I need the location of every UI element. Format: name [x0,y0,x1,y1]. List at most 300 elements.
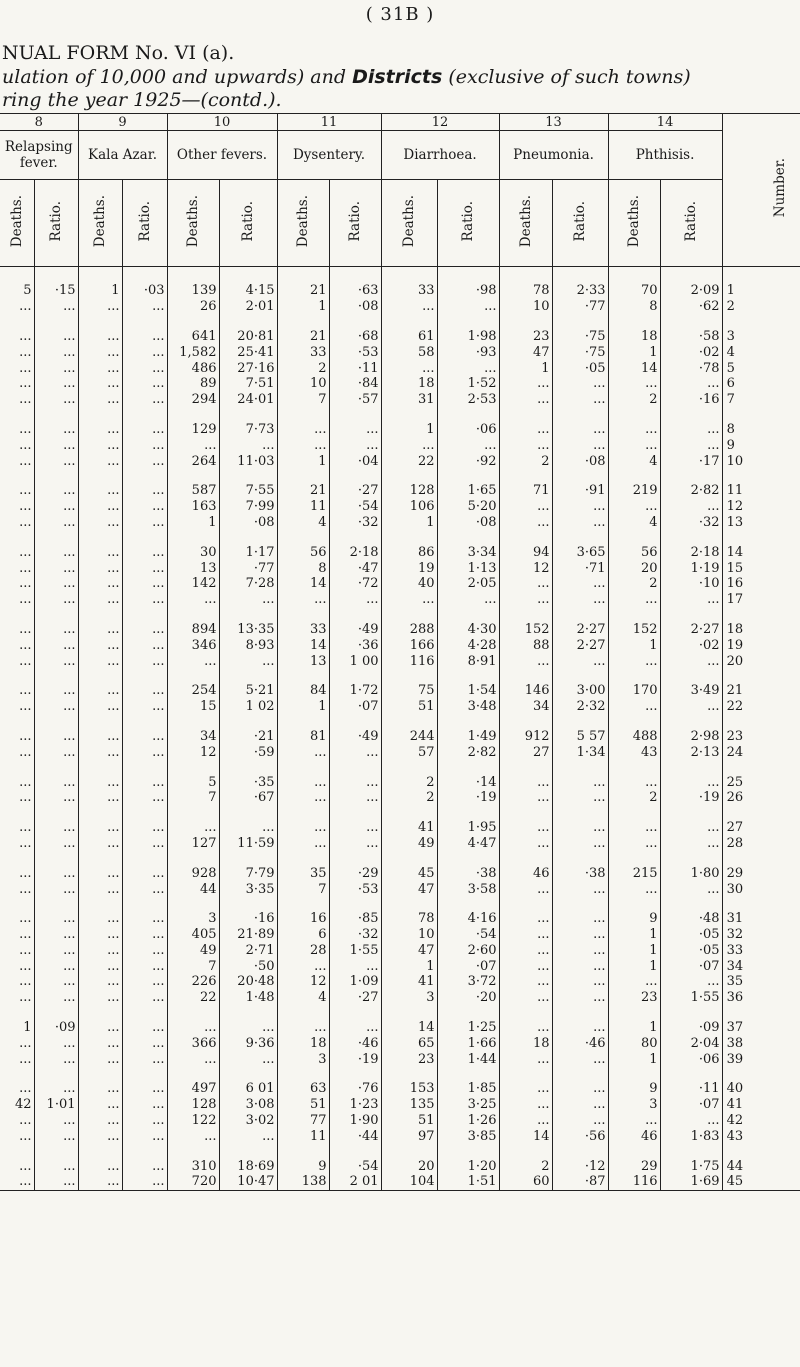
table-cell: 346 [167,637,219,653]
table-cell: 23 [608,990,660,1006]
table-cell: ·53 [329,344,381,360]
table-cell: 2·01 [219,299,277,315]
table-cell: ·67 [219,790,277,806]
table-cell: ·05 [552,360,608,376]
table-cell: ... [78,499,122,515]
table-cell: ... [499,911,552,927]
table-cell: 4·28 [437,637,499,653]
table-cell: 1·49 [437,729,499,745]
row-number: 29 [722,865,800,881]
table-cell: 46 [499,865,552,881]
table-row [0,1174,800,1190]
table-cell: 170 [608,683,660,699]
table-cell: ... [78,653,122,669]
table-cell: ... [34,927,78,943]
table-cell: 51 [381,1113,437,1129]
table-cell: 41 [381,820,437,836]
table-cell: ... [660,422,722,438]
table-row [0,360,800,376]
table-cell: 31 [381,392,437,408]
number-header: Number. [722,114,800,267]
table-cell: 1·09 [329,974,381,990]
group-spacer [0,1067,800,1081]
table-cell: ·58 [660,329,722,345]
table-cell: ·63 [329,267,381,299]
table-cell: ... [34,653,78,669]
table-cell: ... [0,453,34,469]
table-cell: ... [499,1020,552,1036]
table-cell: ... [499,499,552,515]
table-cell: 152 [608,622,660,638]
table-cell: ... [219,437,277,453]
table-cell: 1 [608,927,660,943]
table-cell: ... [0,637,34,653]
table-row [0,483,800,499]
table-cell: ... [552,576,608,592]
table-cell: 70 [608,267,660,299]
table-cell: 71 [499,483,552,499]
table-cell: ... [381,299,437,315]
row-number: 37 [722,1020,800,1036]
table-cell: 3 [381,990,437,1006]
table-cell: 7·55 [219,483,277,499]
table-cell: 13·35 [219,622,277,638]
table-cell: 33 [277,344,329,360]
table-cell: ... [608,774,660,790]
table-cell: ... [499,990,552,1006]
table-cell: 127 [167,836,219,852]
row-number: 33 [722,943,800,959]
table-cell: ... [78,560,122,576]
table-cell: 1 [78,267,122,299]
table-cell: 1·23 [329,1097,381,1113]
table-cell: ·21 [219,729,277,745]
table-cell: ... [34,592,78,608]
table-cell: 142 [167,576,219,592]
table-cell: ... [167,1051,219,1067]
table-cell: ... [552,592,608,608]
table-cell: ... [78,344,122,360]
table-cell: 4 [608,515,660,531]
group-spacer [0,408,800,422]
table-cell: ... [78,881,122,897]
group-spacer [0,715,800,729]
table-cell: ... [0,422,34,438]
table-cell: 2·27 [552,622,608,638]
table-cell: ... [78,958,122,974]
table-cell: ... [608,1113,660,1129]
group-spacer [0,1006,800,1020]
table-cell: 33 [277,622,329,638]
table-cell: ·08 [329,299,381,315]
table-cell: 47 [381,881,437,897]
table-cell: ... [660,881,722,897]
table-cell: ... [219,1020,277,1036]
table-cell: ... [34,499,78,515]
table-cell: 166 [381,637,437,653]
table-cell: ... [34,637,78,653]
row-number: 3 [722,329,800,345]
row-number: 4 [722,344,800,360]
table-cell: ... [78,683,122,699]
table-cell: ... [0,820,34,836]
table-cell: ... [78,744,122,760]
table-cell: ·54 [329,1158,381,1174]
table-cell: 3·34 [437,544,499,560]
table-cell: ... [499,820,552,836]
table-cell: 4·15 [219,267,277,299]
table-cell: 47 [381,943,437,959]
table-cell: ... [219,1128,277,1144]
table-cell: ·53 [329,881,381,897]
table-cell: 12 [277,974,329,990]
table-cell: ... [122,422,167,438]
table-cell: ... [552,653,608,669]
table-cell: ... [122,683,167,699]
table-row [0,422,800,438]
table-cell: ... [34,974,78,990]
subtitle-part-a: ulation of 10,000 and upwards) and [2,66,353,88]
column-number: 12 [381,114,499,131]
table-cell: 34 [167,729,219,745]
table-cell: ... [329,422,381,438]
table-cell: ... [329,592,381,608]
row-number: 13 [722,515,800,531]
table-cell: ... [34,958,78,974]
table-cell: 23 [381,1051,437,1067]
table-cell: ... [34,836,78,852]
table-cell: ... [167,1128,219,1144]
table-cell: 80 [608,1035,660,1051]
table-cell: 1·19 [660,560,722,576]
table-cell: 1·83 [660,1128,722,1144]
table-cell: ... [608,836,660,852]
table-cell: ... [34,881,78,897]
table-cell: ·84 [329,376,381,392]
table-cell: 288 [381,622,437,638]
table-cell: ... [552,958,608,974]
table-cell: 8·91 [437,653,499,669]
table-cell: ... [122,974,167,990]
table-cell: ... [0,974,34,990]
table-cell: ·35 [219,774,277,790]
table-cell: 9 [608,1081,660,1097]
table-cell: 57 [381,744,437,760]
table-row [0,1051,800,1067]
column-number: 10 [167,114,277,131]
table-cell: ... [78,943,122,959]
table-cell: ... [34,990,78,1006]
table-cell: 1 00 [329,653,381,669]
table-cell: 26 [167,299,219,315]
table-cell: ... [0,699,34,715]
table-cell: ·07 [437,958,499,974]
table-cell: 27 [499,744,552,760]
table-cell: ... [329,820,381,836]
table-cell: 18 [277,1035,329,1051]
table-cell: ... [78,376,122,392]
table-cell: 2 [499,1158,552,1174]
table-cell: ... [122,299,167,315]
row-number: 5 [722,360,800,376]
table-cell: ... [277,744,329,760]
table-cell: ... [122,453,167,469]
table-row [0,299,800,315]
table-cell: ... [122,653,167,669]
table-cell: ·62 [660,299,722,315]
table-cell: ... [0,560,34,576]
table-cell: 56 [608,544,660,560]
table-cell: ·72 [329,576,381,592]
table-cell: ·27 [329,483,381,499]
disease-group-row [0,131,800,180]
table-cell: 8 [277,560,329,576]
deaths-header: Deaths. [381,180,437,267]
table-cell: ... [78,774,122,790]
table-cell: ... [122,392,167,408]
table-cell: 2·04 [660,1035,722,1051]
group-spacer [0,608,800,622]
table-cell: ... [660,974,722,990]
table-cell: 5 [0,267,34,299]
table-cell: 5 [167,774,219,790]
table-cell: ... [78,1097,122,1113]
table-cell: ... [277,958,329,974]
table-cell: ·36 [329,637,381,653]
table-cell: ... [660,653,722,669]
table-cell: 3·00 [552,683,608,699]
table-cell: ... [122,329,167,345]
table-cell: 163 [167,499,219,515]
table-row [0,515,800,531]
table-cell: 1·55 [329,943,381,959]
table-cell: 116 [381,653,437,669]
deaths-header: Deaths. [0,180,34,267]
table-cell: ... [122,943,167,959]
table-cell: 8 [608,299,660,315]
table-row [0,943,800,959]
table-cell: ... [34,453,78,469]
table-cell: ·76 [329,1081,381,1097]
ratio-header: Ratio. [329,180,381,267]
table-cell: 78 [381,911,437,927]
table-cell: 40 [381,576,437,592]
table-cell: 49 [381,836,437,852]
table-cell: ... [122,820,167,836]
table-cell: ... [499,927,552,943]
table-cell: ... [660,1113,722,1129]
table-cell: ... [499,392,552,408]
table-cell: ... [34,729,78,745]
table-cell: ·19 [437,790,499,806]
table-cell: ·02 [660,344,722,360]
table-cell: ... [122,360,167,376]
table-cell: 16 [277,911,329,927]
table-cell: ... [660,592,722,608]
table-cell: ... [78,483,122,499]
table-row [0,990,800,1006]
row-number: 12 [722,499,800,515]
table-row [0,683,800,699]
table-cell: ... [78,1020,122,1036]
table-cell: ·56 [552,1128,608,1144]
table-cell: ... [78,820,122,836]
table-cell: ... [0,653,34,669]
table-cell: ... [499,836,552,852]
table-cell: 24·01 [219,392,277,408]
table-cell: ... [329,836,381,852]
table-cell: ... [499,592,552,608]
table-cell: 2·60 [437,943,499,959]
table-cell: 1 02 [219,699,277,715]
table-cell: ... [660,820,722,836]
table-cell: ·19 [329,1051,381,1067]
table-cell: 21 [277,483,329,499]
table-cell: 7 [167,958,219,974]
table-cell: ... [0,376,34,392]
table-cell: 2 [608,790,660,806]
table-cell: ... [277,592,329,608]
row-number: 25 [722,774,800,790]
table-cell: ... [34,483,78,499]
table-cell: ... [122,958,167,974]
table-row [0,392,800,408]
table-cell: 5·21 [219,683,277,699]
table-cell: 264 [167,453,219,469]
table-cell: 41 [381,974,437,990]
table-cell: ... [34,515,78,531]
table-cell: ·93 [437,344,499,360]
table-cell: ... [122,1128,167,1144]
table-cell: 720 [167,1174,219,1190]
table-cell: ·17 [660,453,722,469]
group-pneumonia: Pneumonia. [499,131,608,180]
row-number: 32 [722,927,800,943]
table-cell: 106 [381,499,437,515]
table-cell: 7·28 [219,576,277,592]
row-number: 31 [722,911,800,927]
subtitle-districts: Districts [352,66,443,88]
row-number: 20 [722,653,800,669]
table-cell: ... [0,437,34,453]
table-cell: ... [499,943,552,959]
row-number: 26 [722,790,800,806]
row-number: 36 [722,990,800,1006]
table-cell: 20 [608,560,660,576]
table-cell: ... [122,1113,167,1129]
table-cell: ... [167,820,219,836]
sub-header-row [0,180,800,267]
table-cell: 488 [608,729,660,745]
subtitle-part-c: (exclusive of such towns) [442,66,691,88]
table-cell: 1·25 [437,1020,499,1036]
table-cell: ... [122,437,167,453]
table-cell: ... [167,592,219,608]
deaths-header: Deaths. [608,180,660,267]
table-cell: 4·47 [437,836,499,852]
table-cell: ... [34,576,78,592]
table-cell: ... [78,990,122,1006]
table-cell: ... [0,1158,34,1174]
table-cell: ... [277,774,329,790]
table-cell: ·09 [660,1020,722,1036]
table-cell: ... [34,1128,78,1144]
table-cell: ... [437,592,499,608]
table-cell: 1·01 [34,1097,78,1113]
table-cell: ·29 [329,865,381,881]
table-cell: 2 [381,774,437,790]
table-cell: ... [219,820,277,836]
column-number: 13 [499,114,608,131]
row-number: 7 [722,392,800,408]
table-cell: 20 [381,1158,437,1174]
table-cell: ·04 [329,453,381,469]
table-cell: ·20 [437,990,499,1006]
table-row [0,1158,800,1174]
table-cell: ... [0,544,34,560]
table-cell: 2·32 [552,699,608,715]
table-cell: 1·52 [437,376,499,392]
table-cell: 63 [277,1081,329,1097]
table-cell: 138 [277,1174,329,1190]
table-cell: ... [552,1020,608,1036]
table-cell: ·75 [552,329,608,345]
table-cell: ... [0,299,34,315]
table-cell: ... [78,699,122,715]
table-cell: ·08 [437,515,499,531]
table-cell: ... [122,729,167,745]
table-cell: 9·36 [219,1035,277,1051]
table-cell: 2·18 [329,544,381,560]
table-cell: ... [122,1158,167,1174]
table-cell: 129 [167,422,219,438]
table-cell: ... [552,836,608,852]
ratio-header: Ratio. [219,180,277,267]
table-cell: ... [552,1097,608,1113]
table-cell: ... [552,515,608,531]
table-row [0,958,800,974]
table-cell: 2·33 [552,267,608,299]
table-cell: ... [78,911,122,927]
table-cell: 14 [381,1020,437,1036]
table-cell: ... [552,376,608,392]
row-number: 6 [722,376,800,392]
table-cell: ... [78,329,122,345]
table-cell: 1·26 [437,1113,499,1129]
table-cell: 30 [167,544,219,560]
table-cell: ... [78,974,122,990]
table-cell: 7 [277,392,329,408]
table-cell: ... [0,927,34,943]
table-cell: ... [0,790,34,806]
table-cell: 86 [381,544,437,560]
table-cell: ... [122,744,167,760]
table-cell: ·98 [437,267,499,299]
table-cell: 244 [381,729,437,745]
table-cell: ... [0,483,34,499]
row-number: 34 [722,958,800,974]
table-row [0,344,800,360]
row-number: 24 [722,744,800,760]
table-cell: 912 [499,729,552,745]
table-cell: ... [34,422,78,438]
table-cell: 5·20 [437,499,499,515]
table-cell: ... [0,836,34,852]
table-cell: 116 [608,1174,660,1190]
form-year-line: ring the year 1925—(contd.). [2,89,282,111]
row-number: 44 [722,1158,800,1174]
table-cell: ... [34,774,78,790]
